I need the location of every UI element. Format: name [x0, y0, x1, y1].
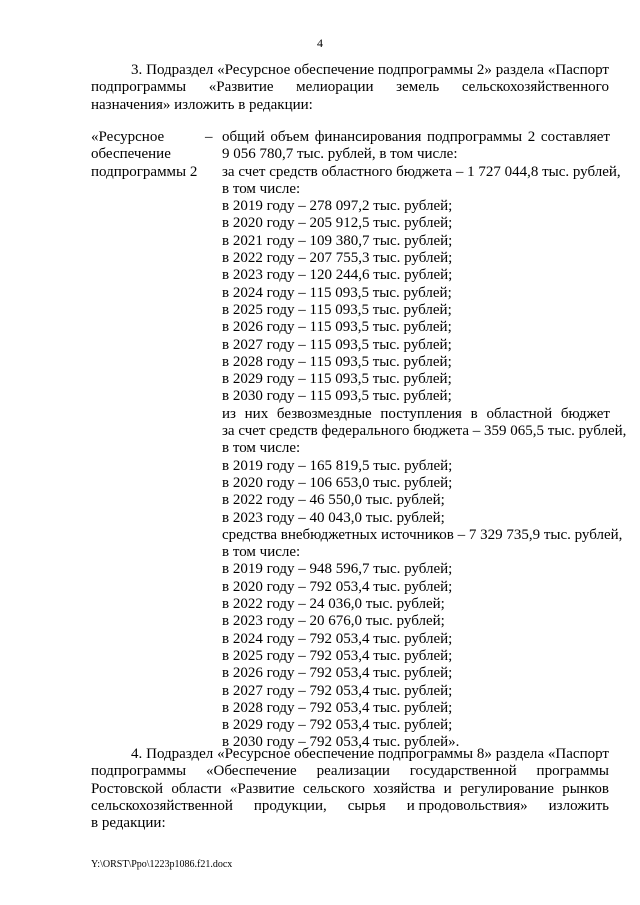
- word: 3.: [131, 62, 143, 78]
- funding-line: 9 056 780,7 тыс. рублей, в том числе:: [222, 146, 458, 163]
- funding-line: средства внебюджетных источников – 7 329 735,9 тыс. рублей,: [222, 526, 623, 543]
- word: рынков: [562, 780, 609, 797]
- funding-line: в 2019 году – 165 819,5 тыс. рублей;: [222, 457, 453, 474]
- word: подпрограммы: [426, 129, 523, 145]
- intro-paragraph: [91, 62, 609, 114]
- funding-line: в 2022 году – 207 755,3 тыс. рублей;: [222, 250, 453, 267]
- word: мелиорации: [296, 79, 374, 96]
- word: сельскохозяйственной: [91, 797, 233, 814]
- word: области: [171, 780, 222, 797]
- word: бюджет: [560, 405, 610, 422]
- funding-line: в 2030 году – 115 093,5 тыс. рублей;: [222, 388, 452, 405]
- word: Ростовской: [91, 780, 164, 797]
- word: «Развитие: [208, 79, 274, 96]
- funding-line: в 2025 году – 115 093,5 тыс. рублей;: [222, 301, 452, 318]
- word: «Развитие: [229, 780, 295, 797]
- word: поступления: [380, 405, 462, 422]
- word: сельского: [303, 780, 365, 797]
- regional-budget-lines: [222, 146, 621, 405]
- closing-line-1: [91, 746, 609, 763]
- funding-line: в 2023 году – 120 244,6 тыс. рублей;: [222, 267, 453, 284]
- word: «Паспорт: [547, 746, 609, 762]
- funding-line: в 2030 году – 792 053,4 тыс. рублей».: [222, 734, 460, 751]
- funding-line: в 2027 году – 792 053,4 тыс. рублей;: [222, 682, 453, 699]
- closing-line-3: [91, 781, 609, 798]
- word: раздела: [495, 62, 545, 78]
- funding-line: в 2029 году – 792 053,4 тыс. рублей;: [222, 717, 453, 734]
- word: подпрограммы: [91, 79, 187, 96]
- funding-line: в 2027 году – 115 093,5 тыс. рублей;: [222, 336, 452, 353]
- word: «Обеспечение: [206, 763, 297, 780]
- resource-label-line: подпрограммы 2: [91, 163, 198, 180]
- word: Подраздел: [146, 62, 214, 78]
- word: регулирование: [459, 780, 554, 797]
- word: сырья: [347, 797, 386, 814]
- word: общий: [222, 129, 265, 145]
- word: обеспечение: [294, 746, 375, 762]
- funding-line: в том числе:: [222, 440, 301, 457]
- closing-paragraph: [91, 746, 609, 832]
- word: хозяйства: [373, 780, 436, 797]
- word: изложить: [548, 797, 609, 814]
- word: 2»: [476, 62, 492, 78]
- word: составляет: [540, 129, 610, 145]
- funding-line: в 2028 году – 115 093,5 тыс. рублей;: [222, 353, 452, 370]
- funding-line: в 2026 году – 792 053,4 тыс. рублей;: [222, 665, 453, 682]
- word: объем: [270, 129, 310, 145]
- resource-dash: –: [205, 129, 213, 145]
- word: реализации: [316, 763, 390, 780]
- funding-line: в том числе:: [222, 180, 301, 197]
- funding-line: в 2020 году – 106 653,0 тыс. рублей;: [222, 474, 453, 491]
- word: них: [244, 405, 269, 422]
- word: Подраздел: [146, 746, 214, 762]
- word: подпрограммы: [377, 62, 474, 78]
- page-number: 4: [317, 36, 323, 50]
- resource-total-line: [222, 129, 610, 146]
- word: из: [222, 405, 236, 422]
- funding-line: в 2028 году – 792 053,4 тыс. рублей;: [222, 699, 453, 716]
- intro-line-1: [91, 62, 609, 79]
- funding-line: в 2020 году – 205 912,5 тыс. рублей;: [222, 215, 453, 232]
- word: обеспечение: [294, 62, 375, 78]
- resource-label-line: обеспечение: [91, 146, 171, 163]
- funding-line: в том числе:: [222, 544, 301, 561]
- word: областной: [486, 405, 553, 422]
- word: и продовольствия»: [406, 797, 528, 814]
- funding-line: в 2023 году – 40 043,0 тыс. рублей;: [222, 509, 445, 526]
- funding-line: в 2019 году – 278 097,2 тыс. рублей;: [222, 198, 453, 215]
- funding-line: в 2024 году – 115 093,5 тыс. рублей;: [222, 284, 452, 301]
- funding-line: в 2026 году – 115 093,5 тыс. рублей;: [222, 319, 452, 336]
- word: 2: [527, 129, 536, 145]
- funding-line: за счет средств областного бюджета – 1 727 044,8 тыс. рублей,: [222, 163, 621, 180]
- closing-line-5: в редакции:: [91, 815, 166, 832]
- funding-line: в 2020 году – 792 053,4 тыс. рублей;: [222, 578, 453, 595]
- word: 8»: [476, 746, 492, 762]
- word: в: [470, 405, 478, 422]
- federal-intro-line: [222, 406, 610, 423]
- intro-line-2: [91, 79, 609, 96]
- word: «Паспорт: [547, 62, 609, 78]
- word: земель: [396, 79, 440, 96]
- word: программы: [536, 763, 609, 780]
- resource-label-line: «Ресурсное: [91, 129, 165, 145]
- funding-line: в 2022 году – 24 036,0 тыс. рублей;: [222, 596, 445, 613]
- resource-label: [91, 129, 209, 181]
- funding-line: в 2029 году – 115 093,5 тыс. рублей;: [222, 371, 452, 388]
- funding-line: в 2024 году – 792 053,4 тыс. рублей;: [222, 630, 453, 647]
- closing-line-2: [91, 763, 609, 780]
- word: и: [443, 780, 452, 797]
- funding-line: за счет средств федерального бюджета – 359 065,5 тыс. рублей,: [222, 423, 627, 440]
- funding-line: в 2019 году – 948 596,7 тыс. рублей;: [222, 561, 453, 578]
- word: раздела: [495, 746, 545, 762]
- funding-line: в 2023 году – 20 676,0 тыс. рублей;: [222, 613, 445, 630]
- word: 4.: [131, 746, 143, 762]
- word: государственной: [409, 763, 517, 780]
- word: сельскохозяйственного: [461, 79, 609, 96]
- funding-line: в 2021 году – 109 380,7 тыс. рублей;: [222, 232, 453, 249]
- word: «Ресурсное: [217, 62, 291, 78]
- resource-content: [222, 129, 627, 752]
- funding-line: в 2022 году – 46 550,0 тыс. рублей;: [222, 492, 445, 509]
- word: «Ресурсное: [217, 746, 291, 762]
- closing-line-4: [91, 798, 609, 815]
- funding-line: в 2025 году – 792 053,4 тыс. рублей;: [222, 647, 453, 664]
- word: подпрограммы: [377, 746, 474, 762]
- word: безвозмездные: [276, 405, 372, 422]
- word: финансирования: [314, 129, 422, 145]
- word: продукции,: [253, 797, 327, 814]
- federal-and-extrabudget-lines: [222, 423, 627, 752]
- file-path-footer: Y:\ORST\Ppo\1223p1086.f21.docx: [91, 859, 233, 870]
- intro-line-3: назначения» изложить в редакции:: [91, 96, 313, 113]
- word: подпрограммы: [91, 763, 187, 780]
